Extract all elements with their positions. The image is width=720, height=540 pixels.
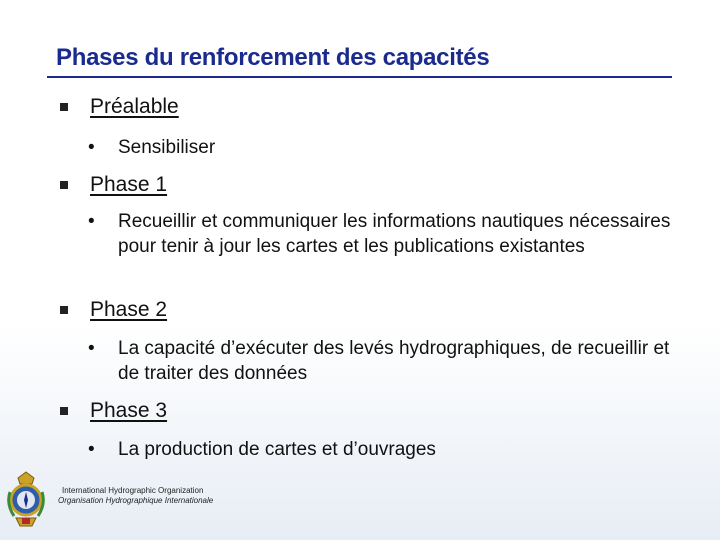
bullet-text: La capacité d’exécuter des levés hydrographiques, de recueillir et de traiter des données bbox=[118, 338, 670, 384]
square-bullet-icon bbox=[60, 181, 68, 189]
org-name-en: International Hydrographic Organization bbox=[62, 486, 204, 495]
page-title: Phases du renforcement des capacités bbox=[56, 44, 490, 71]
org-name-fr: Organisation Hydrographique Internationale bbox=[58, 496, 214, 505]
section-heading: Phase 3 bbox=[90, 399, 168, 422]
square-bullet-icon bbox=[60, 306, 68, 314]
iho-emblem-icon bbox=[4, 468, 48, 530]
section-heading: Phase 1 bbox=[90, 173, 168, 196]
footer bbox=[0, 460, 720, 540]
square-bullet-icon bbox=[60, 407, 68, 415]
section-heading: Phase 2 bbox=[90, 298, 168, 321]
bullet-text: Sensibiliser bbox=[118, 137, 216, 158]
bullet-text: Recueillir et communiquer les informations nautiques nécessaires pour tenir à jour les cartes et les publications existantes bbox=[118, 211, 671, 257]
bullet-dot-icon: • bbox=[88, 338, 95, 359]
title-underline bbox=[47, 76, 672, 78]
bullet-text: La production de cartes et d’ouvrages bbox=[118, 439, 436, 460]
bullet-dot-icon: • bbox=[88, 439, 95, 460]
section-heading: Préalable bbox=[90, 95, 179, 118]
bullet-dot-icon: • bbox=[88, 137, 95, 158]
bullet-dot-icon: • bbox=[88, 211, 95, 232]
square-bullet-icon bbox=[60, 103, 68, 111]
